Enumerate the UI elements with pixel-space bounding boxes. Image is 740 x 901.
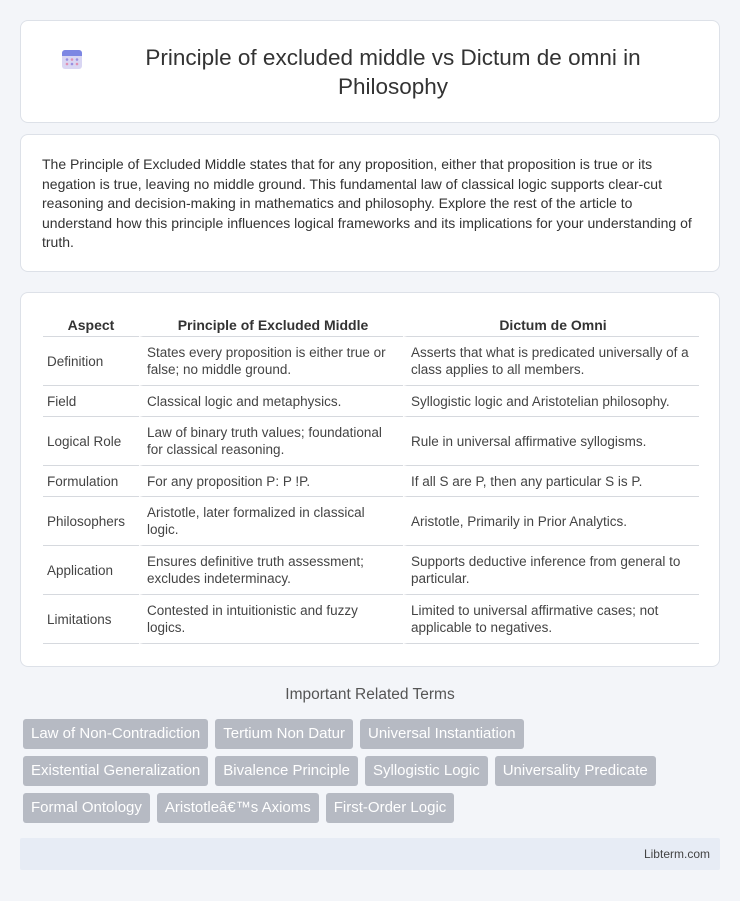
intro-text: The Principle of Excluded Middle states that for any proposition, either that proposition is true or its negation is true, leaving no middle ground. This fundamental law of classical logic supports clear-cut reasoning and decision-making in mathematics and philosophy. Explore the rest of the article to understand how this principle influences logical frameworks and its implications for your understanding of truth.: [42, 156, 692, 250]
header-principle: Principle of Excluded Middle: [139, 311, 403, 337]
tag-universal-instantiation[interactable]: Universal Instantiation: [360, 719, 524, 749]
tag-syllogistic-logic[interactable]: Syllogistic Logic: [365, 756, 488, 786]
tag-bivalence-principle[interactable]: Bivalence Principle: [215, 756, 358, 786]
row-aspect: Limitations: [43, 595, 139, 644]
page-title: Principle of excluded middle vs Dictum de omni in Philosophy: [145, 44, 641, 99]
row-dictum: Rule in universal affirmative syllogisms.: [403, 417, 699, 466]
table-row: [43, 337, 699, 386]
footer: [20, 838, 720, 870]
tag-aristotles-axioms[interactable]: Aristotleâ€™s Axioms: [157, 793, 319, 823]
row-principle: Law of binary truth values; foundational for classical reasoning.: [139, 417, 403, 466]
row-aspect: Field: [43, 386, 139, 417]
tag-row: [23, 793, 723, 823]
footer-brand[interactable]: Libterm.com: [643, 847, 710, 861]
row-principle: Classical logic and metaphysics.: [139, 386, 403, 417]
row-principle: Ensures definitive truth assessment; excludes indeterminacy.: [139, 546, 403, 595]
row-principle: For any proposition P: P !P.: [139, 466, 403, 497]
tag-law-of-non-contradiction[interactable]: Law of Non-Contradiction: [23, 719, 208, 749]
table-row: [43, 417, 699, 466]
row-aspect: Philosophers: [43, 497, 139, 546]
row-dictum: Limited to universal affirmative cases; not applicable to negatives.: [403, 595, 699, 644]
tag-first-order-logic[interactable]: First-Order Logic: [326, 793, 455, 823]
header-aspect: Aspect: [43, 311, 139, 337]
row-principle: Aristotle, later formalized in classical logic.: [139, 497, 403, 546]
row-dictum: Aristotle, Primarily in Prior Analytics.: [403, 497, 699, 546]
row-dictum: If all S are P, then any particular S is P.: [403, 466, 699, 497]
table-row: [43, 497, 699, 546]
comparison-table-card: [20, 292, 720, 667]
header-card: [20, 20, 720, 123]
row-principle: States every proposition is either true or false; no middle ground.: [139, 337, 403, 386]
table-row: [43, 595, 699, 644]
table-header-row: [43, 311, 699, 337]
header-dictum: Dictum de Omni: [403, 311, 699, 337]
related-terms-list: [23, 719, 723, 830]
comparison-table: [43, 311, 699, 644]
tag-tertium-non-datur[interactable]: Tertium Non Datur: [215, 719, 353, 749]
tag-row: [23, 719, 723, 749]
table-row: [43, 466, 699, 497]
row-dictum: Syllogistic logic and Aristotelian philosophy.: [403, 386, 699, 417]
row-aspect: Formulation: [43, 466, 139, 497]
row-principle: Contested in intuitionistic and fuzzy logics.: [139, 595, 403, 644]
tag-row: [23, 756, 723, 786]
calendar-icon: [60, 47, 84, 71]
row-aspect: Application: [43, 546, 139, 595]
row-dictum: Supports deductive inference from general to particular.: [403, 546, 699, 595]
row-dictum: Asserts that what is predicated universally of a class applies to all members.: [403, 337, 699, 386]
table-row: [43, 546, 699, 595]
intro-card: [20, 134, 720, 272]
table-row: [43, 386, 699, 417]
tag-universality-predicate[interactable]: Universality Predicate: [495, 756, 656, 786]
tag-formal-ontology[interactable]: Formal Ontology: [23, 793, 150, 823]
row-aspect: Logical Role: [43, 417, 139, 466]
related-terms-title: Important Related Terms: [285, 686, 455, 703]
tag-existential-generalization[interactable]: Existential Generalization: [23, 756, 208, 786]
row-aspect: Definition: [43, 337, 139, 386]
